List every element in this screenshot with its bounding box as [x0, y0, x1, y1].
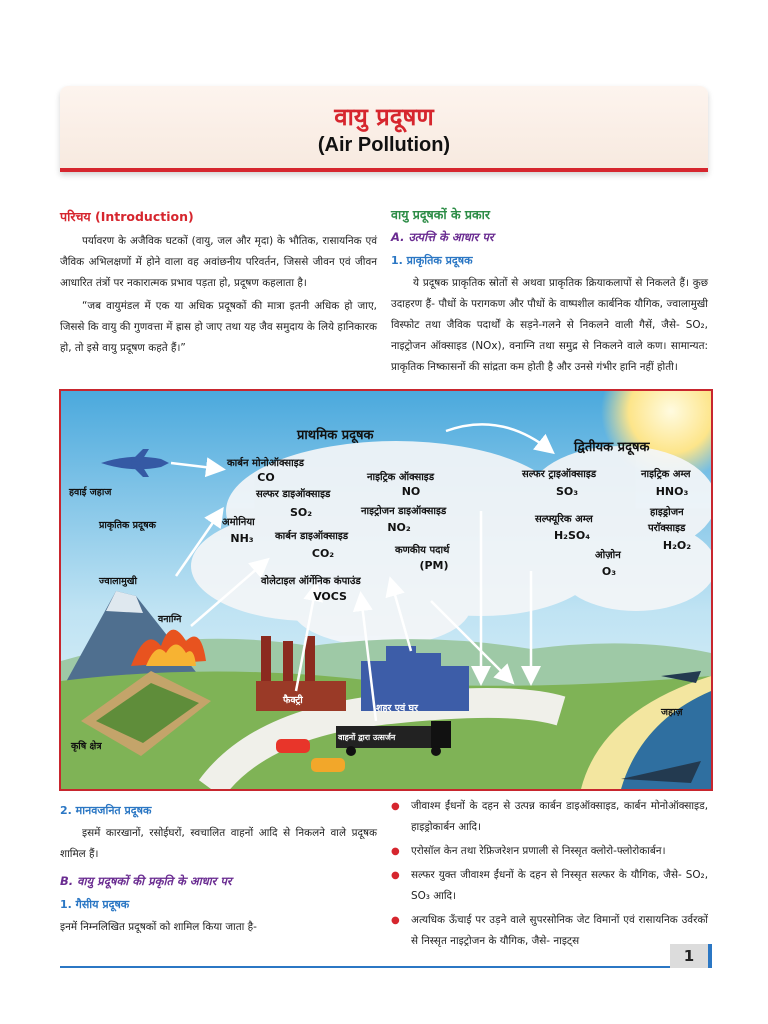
- natural-pollutant-paragraph: ये प्रदूषक प्राकृतिक स्रोतों से अथवा प्राकृतिक क्रियाकलापों से निकलते हैं। कुछ उदाहरण हैं- पौधों के परागकण और पौधों के वाष्पशील कार्बनिक यौगिक, ज्वालामुखी विस्फोट तथा जैविक पदार्थों के सड़ने-गलने से निकलने वाली गैसें, जैसे- SO₂, नाइट्रोजन ऑक्साइड (NOx), वनाग्नि तथा समुद्र से निकलने वाले कण। सामान्यत: प्राकृतिक निष्कासनों की सांद्रता कम होती है और उनसे गंभीर हानि नहीं होती।: [391, 277, 708, 373]
- manmade-heading: 2. मानवजनित प्रदूषक: [60, 804, 152, 817]
- chapter-title-box: [60, 86, 708, 172]
- airplane-label: हवाई जहाज: [69, 487, 112, 498]
- intro-column: [60, 206, 377, 359]
- types-column: [391, 204, 708, 378]
- h2so4-name: सल्फ्यूरिक अम्ल: [535, 514, 593, 525]
- manmade-column: [60, 798, 377, 938]
- volcano-label: ज्वालामुखी: [99, 576, 137, 587]
- o3-formula: O₃: [601, 565, 617, 578]
- origin-subheading: A. उत्पत्ति के आधार पर: [391, 230, 494, 244]
- h2o2-formula: H₂O₂: [662, 539, 692, 552]
- types-heading: वायु प्रदूषकों के प्रकार: [391, 207, 490, 222]
- so2-name: सल्फर डाइऑक्साइड: [256, 489, 331, 500]
- list-item: ● अत्यधिक ऊँचाई पर उड़ने वाले सुपरसोनिक जेट विमानों एवं रासायनिक उर्वरकों से निस्सृत नाइट्रोजन के यौगिक, जैसे- नाइट्स: [391, 910, 708, 952]
- bullets-column: [391, 796, 708, 955]
- pm-name: कणकीय पदार्थ: [395, 545, 450, 556]
- gaseous-heading: 1. गैसीय प्रदूषक: [60, 898, 130, 911]
- ship-label: जहाज़: [661, 707, 683, 718]
- orange-car: [311, 758, 345, 772]
- chapter-title-english: (Air Pollution): [317, 134, 451, 156]
- voc-name: वोलेटाइल ऑर्गेनिक कंपाउंड: [261, 576, 361, 587]
- pm-formula: (PM): [419, 559, 449, 572]
- h2o2-name-line1: हाइड्रोजन: [650, 507, 684, 518]
- secondary-pollutants-title: द्वितीयक प्रदूषक: [574, 440, 650, 455]
- so3-formula: SO₃: [555, 485, 579, 498]
- primary-pollutants-title: प्राथमिक प्रदूषक: [297, 428, 374, 443]
- natural-pollutant-label: प्राकृतिक प्रदूषक: [99, 520, 156, 531]
- list-item: ● एरोसॉल केन तथा रेफ्रिजरेशन प्रणाली से निस्सृत क्लोरो-फ्लोरोकार्बन।: [391, 841, 708, 862]
- co2-formula: CO₂: [311, 547, 335, 560]
- intro-heading: परिचय (Introduction): [60, 209, 194, 224]
- footer-rule: [60, 966, 708, 968]
- co2-name: कार्बन डाइऑक्साइड: [275, 531, 349, 542]
- h2o2-name-line2: पराॅक्साइड: [648, 523, 686, 534]
- so3-name: सल्फर ट्राइऑक्साइड: [522, 469, 597, 480]
- city-label: शहर एवं घर: [376, 703, 419, 714]
- vehicle-label: वाहनों द्वारा उत्सर्जन: [338, 733, 396, 742]
- definition-quote: “जब वायुमंडल में एक या अधिक प्रदूषकों की मात्रा इतनी अधिक हो जाए, जिससे कि वायु की गुणवत्ता में ह्रास हो जाए तथा यह जैव समुदाय के लिये हानिकारक हो, तो इसे वायु प्रदूषण कहते हैं।”: [60, 300, 377, 354]
- title-underline: [60, 168, 708, 172]
- hno3-name: नाइट्रिक अम्ल: [641, 469, 691, 480]
- forest-fire-label: वनाग्नि: [158, 614, 182, 625]
- natural-pollutant-heading: 1. प्राकृतिक प्रदूषक: [391, 254, 473, 267]
- factory-label: फैक्ट्री: [283, 695, 303, 706]
- nh3-name: अमोनिया: [222, 517, 255, 528]
- no2-formula: NO₂: [387, 521, 411, 534]
- voc-formula: VOCS: [313, 590, 347, 603]
- chapter-title-hindi: वायु प्रदूषण: [334, 103, 434, 131]
- o3-name: ओज़ोन: [595, 550, 621, 561]
- nature-subheading: B. वायु प्रदूषकों की प्रकृति के आधार पर: [60, 874, 232, 888]
- agriculture-label: कृषि क्षेत्र: [71, 741, 102, 752]
- gaseous-pollutant-list: [391, 796, 708, 952]
- no-formula: NO: [401, 485, 421, 498]
- red-car: [276, 739, 310, 753]
- intro-paragraph: पर्यावरण के अजैविक घटकों (वायु, जल और मृदा) के भौतिक, रासायनिक एवं जैविक अभिलक्षणों में होने वाला वह अवांछनीय परिवर्तन, जिससे जीवन एवं जीवन आधारित तंत्रों पर नकारात्मक प्रभाव पड़ता हो, प्रदूषण कहलाता है।: [60, 235, 377, 289]
- h2so4-formula: H₂SO₄: [553, 529, 591, 542]
- list-item: ● सल्फर युक्त जीवाश्म ईंधनों के दहन से निस्सृत सल्फर के यौगिक, जैसे- SO₂, SO₃ आदि।: [391, 865, 708, 907]
- so2-formula: SO₂: [289, 506, 313, 519]
- no-name: नाइट्रिक ऑक्साइड: [367, 472, 435, 483]
- hno3-formula: HNO₃: [655, 485, 689, 498]
- co-name: कार्बन मोनोऑक्साइड: [227, 458, 304, 469]
- co-formula: CO: [257, 471, 275, 484]
- list-item: ● जीवाश्म ईंधनों के दहन से उत्पन्न कार्बन डाइऑक्साइड, कार्बन मोनोऑक्साइड, हाइड्रोकार्बन आदि।: [391, 796, 708, 838]
- nh3-formula: NH₃: [230, 532, 254, 545]
- page-number: 1: [670, 944, 712, 968]
- gaseous-intro: इनमें निम्नलिखित प्रदूषकों को शामिल किया जाता है-: [60, 921, 257, 933]
- air-pollution-diagram: [59, 389, 713, 791]
- diagram-canvas: [61, 391, 711, 789]
- no2-name: नाइट्रोजन डाइऑक्साइड: [361, 506, 447, 517]
- manmade-paragraph: इसमें कारखानों, रसोईघरों, स्वचालित वाहनों आदि से निकलने वाले प्रदूषक शामिल हैं।: [60, 827, 377, 860]
